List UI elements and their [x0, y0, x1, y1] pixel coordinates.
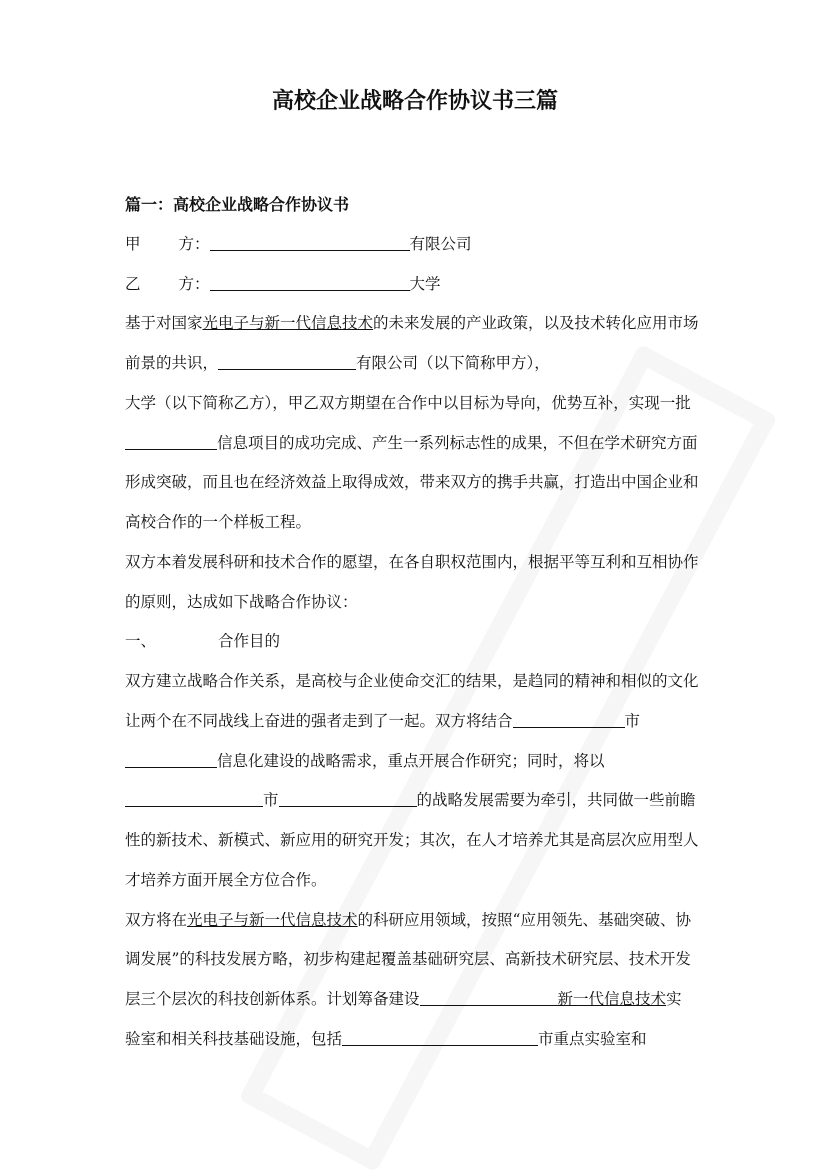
- text: 市重点实验室和: [538, 1029, 647, 1048]
- text-line: [125, 1020, 715, 1060]
- fill-in-blank: [125, 792, 263, 807]
- fill-in-blank: [420, 991, 558, 1006]
- document-title: 高校企业战略合作协议书三篇: [271, 88, 558, 114]
- text: 层三个层次的科技创新体系。计划筹备建设: [125, 990, 420, 1008]
- text-line: [125, 940, 715, 980]
- text-line: [125, 622, 715, 662]
- text-line: [125, 781, 715, 821]
- text: 双方本着发展科研和技术合作的愿望，在各自职权范围内，根据平等互利和互相协作: [125, 552, 699, 571]
- underlined-text: 新一代信息技术: [557, 990, 667, 1008]
- text: 的原则，达成如下战略合作协议：: [125, 592, 358, 611]
- text: 大学: [409, 274, 441, 293]
- text: 的科研应用领域，按照“应用领先、基础突破、协: [357, 910, 691, 929]
- text: 形成突破，而且也在经济效益上取得成效，带来双方的携手共赢，打造出中国企业和: [125, 473, 699, 492]
- text: 的未来发展的产业政策，以及技术转化应用市场: [373, 314, 699, 333]
- fill-in-blank: [210, 236, 410, 251]
- text: 合作目的: [218, 632, 281, 651]
- text: 让两个在不同战线上奋进的强者走到了一起。双方将结合: [125, 711, 513, 730]
- fill-in-blank: [279, 792, 417, 807]
- text-line: [125, 304, 715, 344]
- text-line: [125, 742, 715, 782]
- text: 有限公司: [409, 234, 472, 253]
- text-line: [125, 265, 715, 305]
- text: 实: [666, 990, 682, 1008]
- text-line: [125, 980, 715, 1020]
- text: 性的新技术、新模式、新应用的研究开发；其次，在人才培养尤其是高层次应用型人: [125, 831, 699, 849]
- underlined-text: 光电子与新一代信息技术: [187, 910, 358, 929]
- document-body: [125, 185, 715, 1060]
- text: 信息化建设的战略需求，重点开展合作研究；同时，将以: [217, 751, 605, 770]
- section-heading: [125, 185, 715, 225]
- fill-in-blank: [210, 276, 410, 291]
- text: 方：: [178, 274, 210, 293]
- text-line: [125, 424, 715, 464]
- text: 基于对国家: [125, 314, 203, 333]
- text: 高校合作的一个样板工程。: [125, 513, 312, 531]
- fill-in-blank: [125, 753, 217, 768]
- text: 甲: [125, 234, 141, 253]
- text-line: [125, 463, 715, 503]
- text: 调发展”的科技发展方略，初步构建起覆盖基础研究层、高新技术研究层、技术开发: [125, 950, 691, 969]
- underlined-text: 光电子与新一代信息技术: [202, 314, 374, 333]
- text-line: [125, 344, 715, 384]
- text-line: [125, 861, 715, 901]
- fill-in-blank: [513, 713, 625, 728]
- text: 市: [263, 791, 279, 810]
- text: 双方建立战略合作关系，是高校与企业使命交汇的结果，是趋同的精神和相似的文化: [125, 672, 699, 690]
- text: 验室和相关科技基础设施，包括: [125, 1029, 343, 1048]
- text: 市: [624, 711, 641, 730]
- text-line: [125, 543, 715, 583]
- text-line: [125, 662, 715, 702]
- text: 乙: [125, 274, 141, 293]
- fill-in-blank: [342, 1031, 538, 1046]
- text-line: [125, 702, 715, 742]
- text-line: [125, 901, 715, 941]
- text: 有限公司（以下简称甲方），: [356, 354, 550, 372]
- text: 篇一：高校企业战略合作协议书: [125, 195, 350, 214]
- text-line: [125, 503, 715, 543]
- text-line: [125, 583, 715, 623]
- text: 一、: [125, 632, 157, 651]
- text: 的战略发展需要为牵引，共同做一些前瞻: [416, 791, 696, 810]
- text: 信息项目的成功完成、产生一系列标志性的成果，不但在学术研究方面: [217, 433, 698, 452]
- text: 方：: [178, 234, 210, 253]
- text: 双方将在: [125, 910, 188, 929]
- text-line: [125, 821, 715, 861]
- text: 大学（以下简称乙方），甲乙双方期望在合作中以目标为导向，优势互补，实现一批: [125, 393, 691, 412]
- text: 前景的共识，: [125, 354, 219, 372]
- text-line: [125, 384, 715, 424]
- text-line: [125, 225, 715, 265]
- fill-in-blank: [218, 355, 356, 370]
- text: 才培养方面开展全方位合作。: [125, 870, 327, 889]
- fill-in-blank: [125, 435, 217, 450]
